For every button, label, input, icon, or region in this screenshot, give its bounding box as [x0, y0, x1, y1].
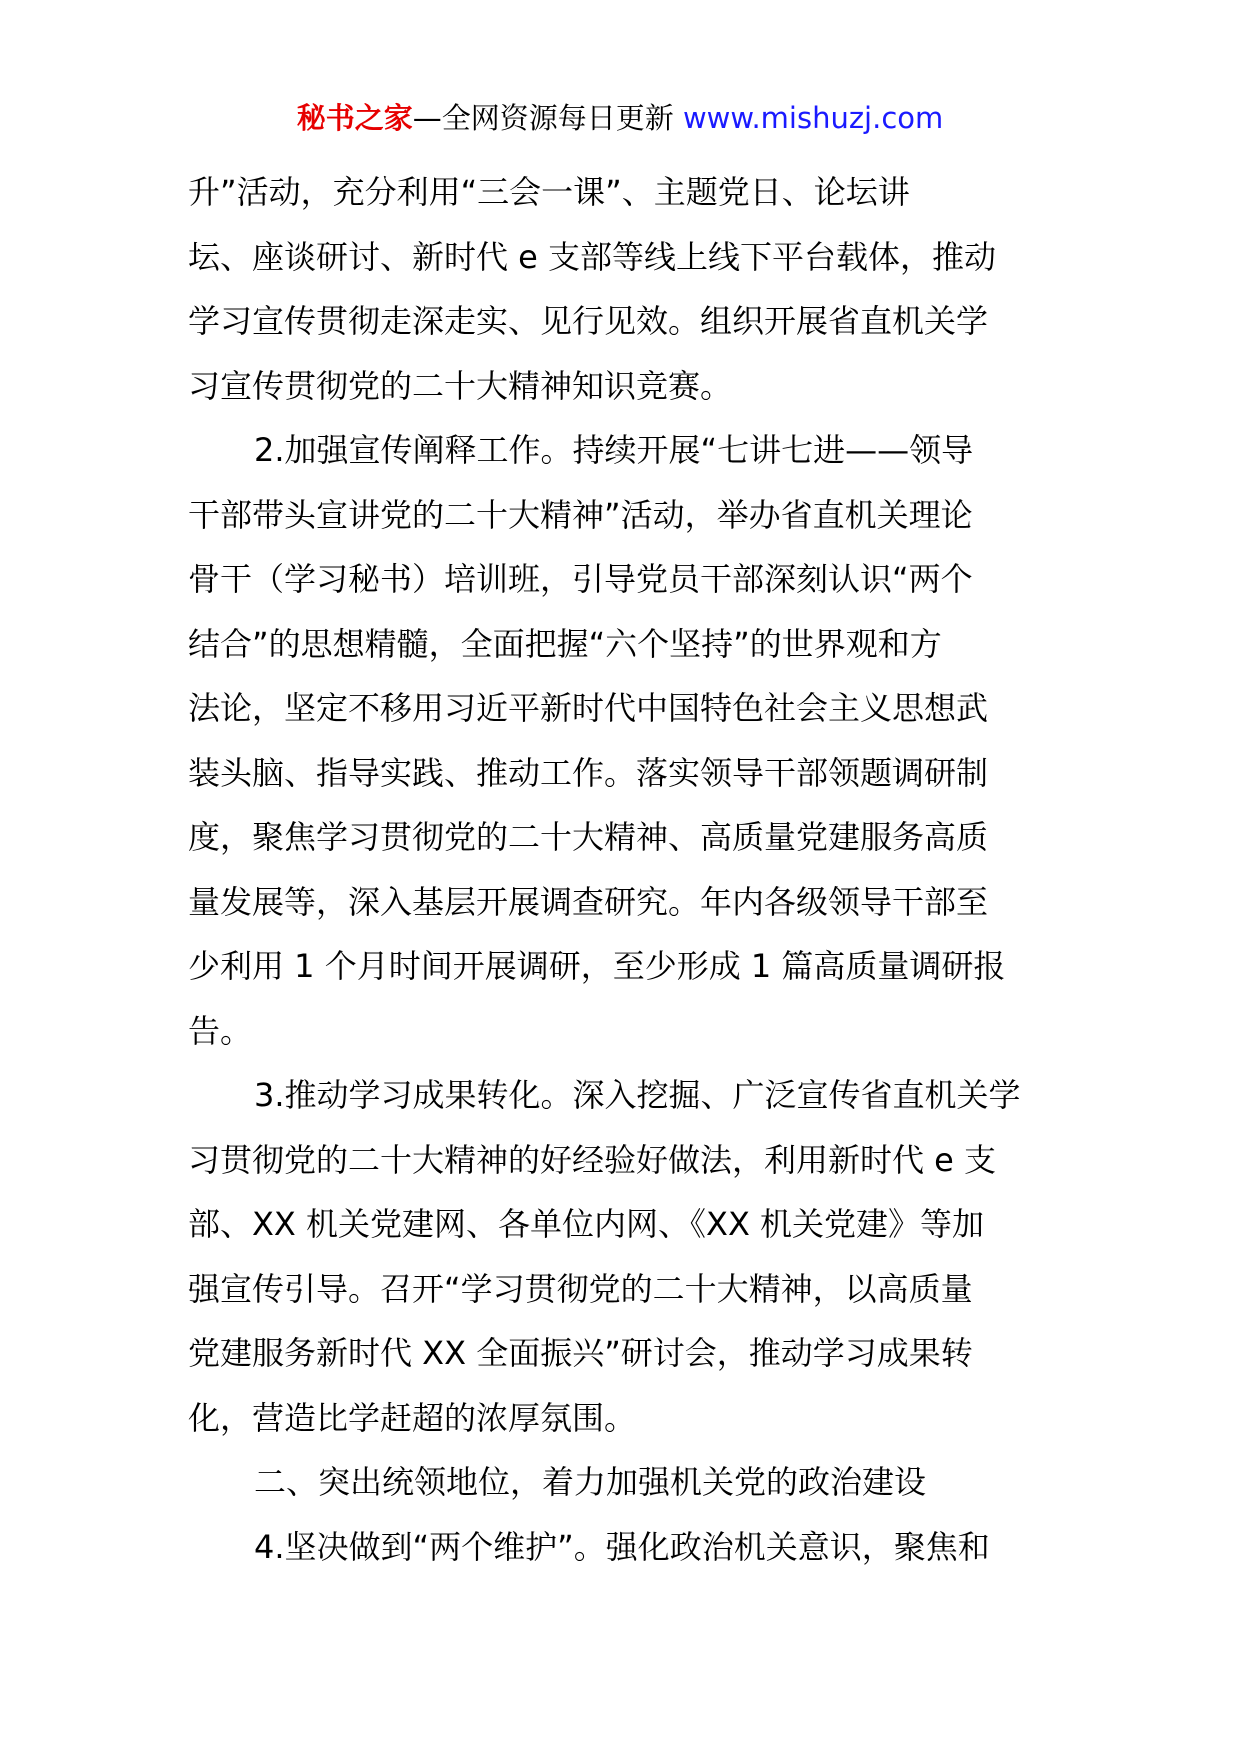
- body-line: 坛、座谈研讨、新时代 e 支部等线上线下平台载体，推动: [188, 237, 997, 276]
- body-line: 骨干（学习秘书）培训班，引导党员干部深刻认识“两个: [188, 560, 973, 598]
- body-line: 装头脑、指导实践、推动工作。落实领导干部领题调研制: [188, 753, 989, 792]
- body-line: 度，聚焦学习贯彻党的二十大精神、高质量党建服务高质: [188, 818, 989, 856]
- site-url-link[interactable]: www.mishuzj.com: [682, 101, 944, 135]
- site-header: [0, 98, 1240, 138]
- body-line: 少利用 1 个月时间开展调研，至少形成 1 篇高质量调研报: [188, 947, 1006, 985]
- section-heading: 二、突出统领地位，着力加强机关党的政治建设: [254, 1463, 927, 1501]
- paragraph-3-heading-line: 3.推动学习成果转化。深入挖掘、广泛宣传省直机关学: [254, 1076, 1021, 1114]
- document-body: [188, 160, 1058, 1579]
- paragraph-4-heading-line: 4.坚决做到“两个维护”。强化政治机关意识，聚焦和: [254, 1527, 990, 1566]
- body-line: 结合”的思想精髓，全面把握“六个坚持”的世界观和方: [188, 624, 942, 663]
- body-line: 法论，坚定不移用习近平新时代中国特色社会主义思想武: [188, 689, 989, 727]
- body-line: 告。: [188, 1011, 253, 1050]
- body-line: 学习宣传贯彻走深走实、见行见效。组织开展省直机关学: [188, 302, 989, 340]
- body-line: 党建服务新时代 XX 全面振兴”研讨会，推动学习成果转: [188, 1334, 973, 1372]
- body-line: 化，营造比学赶超的浓厚氛围。: [188, 1398, 637, 1437]
- site-brand: 秘书之家: [296, 101, 413, 135]
- body-line: 升”活动，充分利用“三会一课”、主题党日、论坛讲: [188, 173, 910, 211]
- body-line: 量发展等，深入基层开展调查研究。年内各级领导干部至: [188, 882, 989, 921]
- site-tagline: —全网资源每日更新: [412, 101, 674, 135]
- paragraph-2-heading-line: 2.加强宣传阐释工作。持续开展“七讲七进——领导: [254, 431, 974, 469]
- body-line: 习贯彻党的二十大精神的好经验好做法，利用新时代 e 支: [188, 1140, 997, 1179]
- body-line: 部、XX 机关党建网、各单位内网、《XX 机关党建》等加: [188, 1205, 985, 1243]
- body-line: 习宣传贯彻党的二十大精神知识竞赛。: [188, 366, 733, 405]
- body-line: 干部带头宣讲党的二十大精神”活动，举办省直机关理论: [188, 495, 973, 534]
- body-line: 强宣传引导。召开“学习贯彻党的二十大精神，以高质量: [188, 1269, 973, 1308]
